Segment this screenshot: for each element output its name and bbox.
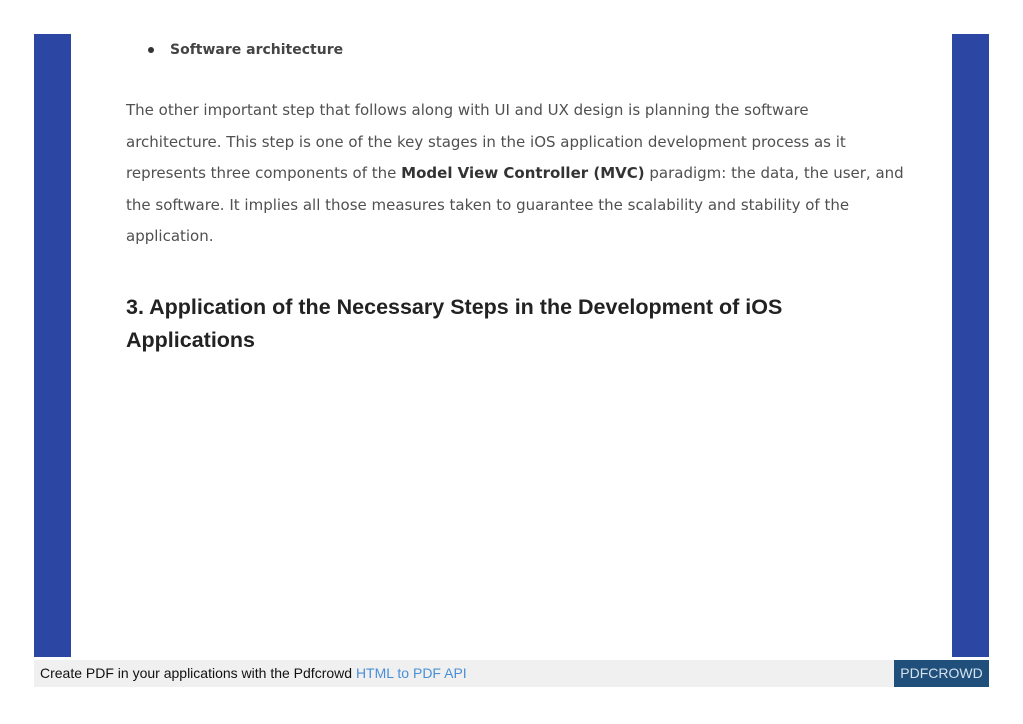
- paragraph-text-start: The other important step that follows along with UI and UX design is planning the software architecture. This step is one of the key stages in the iOS application development process as it represents three components of the: [126, 101, 846, 182]
- paragraph-bold-term: Model View Controller (MVC): [401, 164, 645, 182]
- right-accent-bar: [952, 34, 989, 657]
- pdf-footer: [34, 660, 989, 687]
- section-heading: 3. Application of the Necessary Steps in the Development of iOS Applications: [126, 295, 783, 352]
- left-accent-bar: [34, 34, 71, 657]
- body-paragraph: [126, 95, 906, 253]
- paragraph-text-end: paradigm: the data, the user, and the software. It implies all those measures taken to guarantee the scalability and stability of the application.: [126, 164, 904, 245]
- list-item: [148, 41, 343, 59]
- list-item-label: Software architecture: [170, 42, 344, 58]
- footer-text: [40, 665, 467, 681]
- pdfcrowd-brand-button[interactable]: PDFCROWD: [894, 660, 989, 687]
- footer-api-link[interactable]: HTML to PDF API: [355, 665, 467, 681]
- bullet-icon: [148, 47, 154, 53]
- bullet-list: [148, 41, 343, 59]
- footer-caption: Create PDF in your applications with the Pdfcrowd: [40, 665, 356, 681]
